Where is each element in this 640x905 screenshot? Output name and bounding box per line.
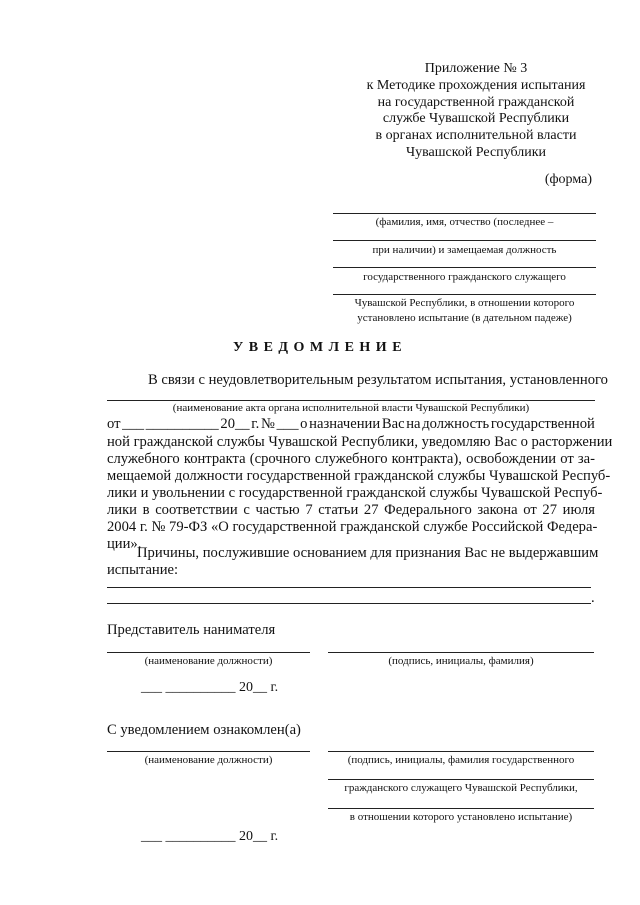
- addressee-line-3[interactable]: [333, 267, 596, 268]
- word: о: [300, 416, 308, 432]
- acknowledged-signature-caption: гражданского служащего Чувашской Республики,: [344, 782, 578, 794]
- annex-line: Чувашской Республики: [405, 144, 547, 160]
- body-line-3: служебного контракта (срочного служебного контракта), освобождении от за-: [107, 451, 595, 467]
- employer-position-caption: (наименование должности): [144, 655, 273, 667]
- act-name-line[interactable]: [107, 400, 595, 401]
- body-line-6: лики в соответствии с частью 7 статьи 27 Федерального закона от 27 июля: [107, 502, 595, 518]
- word: ___: [122, 416, 145, 432]
- acknowledged-signature-caption: в отношении которого установлено испытание): [349, 811, 573, 823]
- acknowledged-signature-caption: (подпись, инициалы, фамилия государственного: [347, 754, 575, 766]
- addressee-line-4[interactable]: [333, 294, 596, 295]
- word: Вас: [381, 416, 405, 432]
- body-intro: В связи с неудовлетворительным результатом испытания, установленного: [148, 372, 608, 388]
- annex-line: к Методике прохождения испытания: [366, 77, 586, 93]
- word: №: [260, 416, 275, 432]
- body-line-1: [107, 416, 595, 434]
- acknowledged-position-line[interactable]: [107, 751, 310, 752]
- body-line-7: 2004 г. № 79-ФЗ «О государственной гражданской службе Российской Федера-: [107, 519, 598, 535]
- annex-header: [330, 61, 622, 162]
- annex-line: на государственной гражданской: [377, 94, 575, 110]
- addressee-caption: при наличии) и замещаемая должность: [372, 244, 557, 256]
- employer-signature-caption: (подпись, инициалы, фамилия): [388, 655, 534, 667]
- addressee-caption: (фамилия, имя, отчество (последнее –: [375, 216, 554, 228]
- acknowledged-signature-line-3[interactable]: [328, 808, 594, 809]
- word: ___: [276, 416, 299, 432]
- acknowledged-signature-line-2[interactable]: [328, 779, 594, 780]
- reasons-line-2: испытание:: [107, 562, 179, 578]
- body-line-4: мещаемой должности государственной гражданской службы Чувашской Респуб-: [107, 468, 611, 484]
- document-title: УВЕДОМЛЕНИЕ: [232, 340, 408, 355]
- act-caption: (наименование акта органа исполнительной власти Чувашской Республики): [172, 402, 530, 414]
- reasons-field-line-2[interactable]: [107, 603, 591, 604]
- reasons-end: .: [591, 590, 595, 606]
- employer-signature-line[interactable]: [328, 652, 594, 653]
- word: должность: [422, 416, 490, 432]
- acknowledged-date: ___ __________ 20__ г.: [141, 829, 279, 844]
- acknowledged-heading: С уведомлением ознакомлен(а): [107, 722, 301, 738]
- addressee-line-2[interactable]: [333, 240, 596, 241]
- reasons-line-1: Причины, послужившие основанием для признания Вас не выдержавшим: [137, 545, 599, 561]
- word: назначении: [309, 416, 381, 432]
- body-line-2: ной гражданской службы Чувашской Республики, уведомляю Вас о расторжении: [107, 434, 613, 450]
- addressee-caption: Чувашской Республики, в отношении которого: [354, 297, 575, 309]
- employer-date: ___ __________ 20__ г.: [141, 680, 279, 695]
- word: __________: [145, 416, 219, 432]
- word: на: [406, 416, 421, 432]
- employer-position-line[interactable]: [107, 652, 310, 653]
- employer-heading: Представитель нанимателя: [107, 622, 276, 638]
- reasons-field-line-1[interactable]: [107, 587, 591, 588]
- word: г.: [251, 416, 260, 432]
- addressee-line-1[interactable]: [333, 213, 596, 214]
- word: от: [107, 416, 121, 432]
- body-line-8: ции».: [107, 536, 142, 552]
- body-line-5: лики и увольнении с государственной гражданской службы Чувашской Респуб-: [107, 485, 603, 501]
- annex-line: в органах исполнительной власти: [375, 128, 577, 144]
- word: 20__: [220, 416, 250, 432]
- addressee-caption: государственного гражданского служащего: [363, 271, 566, 283]
- form-label: (форма): [544, 172, 592, 187]
- addressee-caption: установлено испытание (в дательном падеже): [357, 312, 572, 324]
- acknowledged-position-caption: (наименование должности): [144, 754, 273, 766]
- annex-line: службе Чувашской Республики: [382, 111, 570, 127]
- acknowledged-signature-line-1[interactable]: [328, 751, 594, 752]
- annex-line: Приложение № 3: [424, 61, 528, 76]
- word: государственной: [490, 416, 595, 432]
